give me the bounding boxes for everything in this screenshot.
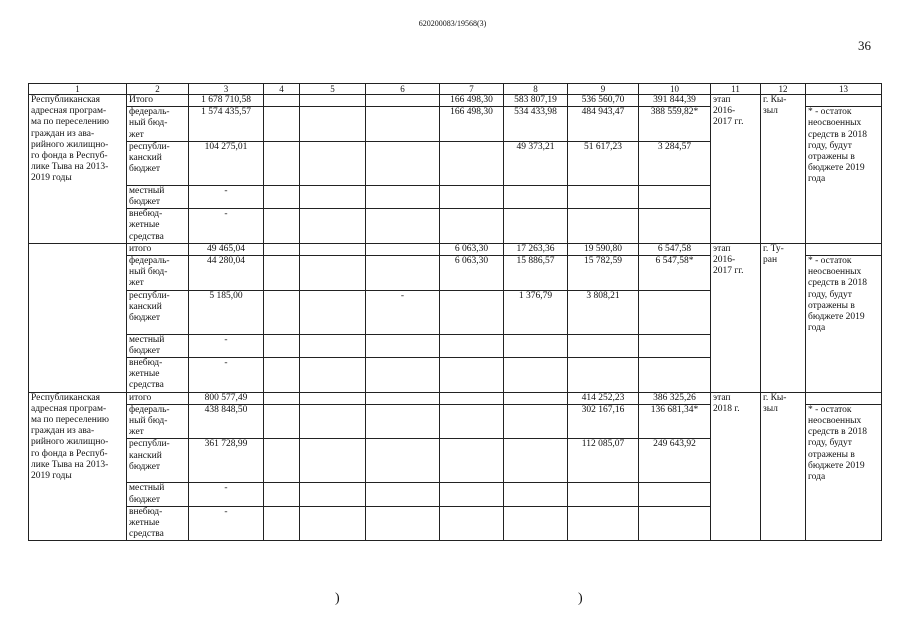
- table-body: [29, 84, 882, 541]
- amount-cell: [440, 483, 504, 506]
- amount-cell: [568, 506, 639, 541]
- funding-source: федераль- ный бюд- жет: [127, 256, 189, 291]
- amount-cell: [366, 95, 440, 107]
- program-name: Республиканская адресная програм- ма по переселению граждан из ава- рийного жилищно- го фонда в Респуб- лике Тыва на 2013- 2019 годы: [29, 392, 127, 541]
- footer-mark-left: ): [335, 591, 340, 606]
- funding-source: республи- канский бюджет: [127, 141, 189, 185]
- amount-cell: [366, 358, 440, 393]
- amount-cell: [264, 209, 300, 244]
- amount-cell: [264, 256, 300, 291]
- amount-cell: [440, 358, 504, 393]
- table-row: [29, 392, 882, 404]
- amount-cell: 15 886,57: [504, 256, 568, 291]
- amount-cell: [300, 439, 366, 483]
- funding-source: республи- канский бюджет: [127, 439, 189, 483]
- amount-cell: [639, 358, 711, 393]
- funding-source: местный бюджет: [127, 334, 189, 357]
- footnote-remark: * - остаток неосвоенных средств в 2018 году, будут отражены в бюджете 2019 года: [806, 256, 882, 393]
- amount-cell: [264, 243, 300, 255]
- amount-cell: 15 782,59: [568, 256, 639, 291]
- place-name: г. Ту- ран: [761, 243, 806, 392]
- amount-cell: 249 643,92: [639, 439, 711, 483]
- document-id: 620200083/19568(3): [418, 19, 487, 28]
- funding-source: внебюд- жетные средства: [127, 506, 189, 541]
- program-name: Республиканская адресная програм- ма по переселению граждан из ава- рийного жилищно- го фонда в Респуб- лике Тыва на 2013- 2019 годы: [29, 95, 127, 244]
- table-row: [29, 243, 882, 255]
- column-header-7: 7: [440, 84, 504, 95]
- amount-cell: [366, 506, 440, 541]
- amount-cell: [639, 483, 711, 506]
- amount-cell: -: [189, 209, 264, 244]
- amount-cell: [366, 392, 440, 404]
- column-header-8: 8: [504, 84, 568, 95]
- amount-cell: [264, 185, 300, 208]
- amount-cell: 6 547,58: [639, 243, 711, 255]
- amount-cell: [440, 334, 504, 357]
- place-name: г. Кы- зыл: [761, 392, 806, 541]
- amount-cell: 112 085,07: [568, 439, 639, 483]
- amount-cell: [264, 107, 300, 142]
- column-header-1: 1: [29, 84, 127, 95]
- stage-label: этап 2016- 2017 гг.: [711, 243, 761, 392]
- amount-cell: [264, 95, 300, 107]
- funding-source: итого: [127, 392, 189, 404]
- amount-cell: 534 433,98: [504, 107, 568, 142]
- amount-cell: 583 807,19: [504, 95, 568, 107]
- amount-cell: 388 559,82*: [639, 107, 711, 142]
- amount-cell: [300, 392, 366, 404]
- amount-cell: [366, 439, 440, 483]
- funding-source: внебюд- жетные средства: [127, 358, 189, 393]
- amount-cell: [639, 334, 711, 357]
- amount-cell: [366, 141, 440, 185]
- funding-source: федераль- ный бюд- жет: [127, 107, 189, 142]
- amount-cell: [568, 483, 639, 506]
- amount-cell: [568, 209, 639, 244]
- amount-cell: [300, 290, 366, 334]
- page-number: 36: [858, 38, 871, 53]
- amount-cell: 438 848,50: [189, 404, 264, 439]
- amount-cell: 6 063,30: [440, 243, 504, 255]
- amount-cell: -: [189, 334, 264, 357]
- amount-cell: [300, 404, 366, 439]
- amount-cell: [300, 243, 366, 255]
- amount-cell: [264, 506, 300, 541]
- amount-cell: [504, 483, 568, 506]
- table-row: [29, 95, 882, 107]
- amount-cell: [366, 107, 440, 142]
- funding-source: местный бюджет: [127, 185, 189, 208]
- amount-cell: [264, 483, 300, 506]
- amount-cell: 3 284,57: [639, 141, 711, 185]
- amount-cell: 6 063,30: [440, 256, 504, 291]
- amount-cell: [440, 141, 504, 185]
- funding-source: федераль- ный бюд- жет: [127, 404, 189, 439]
- amount-cell: [440, 404, 504, 439]
- amount-cell: [504, 185, 568, 208]
- amount-cell: [366, 185, 440, 208]
- funding-source: итого: [127, 243, 189, 255]
- amount-cell: [639, 185, 711, 208]
- amount-cell: 166 498,30: [440, 107, 504, 142]
- column-header-11: 11: [711, 84, 761, 95]
- amount-cell: 800 577,49: [189, 392, 264, 404]
- stage-label: этап 2016- 2017 гг.: [711, 95, 761, 244]
- amount-cell: [366, 256, 440, 291]
- amount-cell: 6 547,58*: [639, 256, 711, 291]
- amount-cell: [264, 290, 300, 334]
- column-header-3: 3: [189, 84, 264, 95]
- amount-cell: [504, 404, 568, 439]
- column-header-5: 5: [300, 84, 366, 95]
- amount-cell: 51 617,23: [568, 141, 639, 185]
- footnote-remark: * - остаток неосвоенных средств в 2018 году, будут отражены в бюджете 2019 года: [806, 107, 882, 244]
- amount-cell: 166 498,30: [440, 95, 504, 107]
- amount-cell: [504, 439, 568, 483]
- amount-cell: 19 590,80: [568, 243, 639, 255]
- amount-cell: 3 808,21: [568, 290, 639, 334]
- amount-cell: -: [189, 506, 264, 541]
- amount-cell: 386 325,26: [639, 392, 711, 404]
- amount-cell: [300, 256, 366, 291]
- amount-cell: 44 280,04: [189, 256, 264, 291]
- amount-cell: 49 465,04: [189, 243, 264, 255]
- amount-cell: [440, 392, 504, 404]
- amount-cell: -: [189, 358, 264, 393]
- amount-cell: [639, 290, 711, 334]
- amount-cell: 302 167,16: [568, 404, 639, 439]
- amount-cell: [300, 95, 366, 107]
- amount-cell: 1 574 435,57: [189, 107, 264, 142]
- amount-cell: 136 681,34*: [639, 404, 711, 439]
- amount-cell: [366, 483, 440, 506]
- amount-cell: [300, 483, 366, 506]
- note-empty: [806, 392, 882, 404]
- amount-cell: [504, 392, 568, 404]
- amount-cell: [568, 185, 639, 208]
- column-header-4: 4: [264, 84, 300, 95]
- column-header-2: 2: [127, 84, 189, 95]
- amount-cell: [300, 334, 366, 357]
- amount-cell: [440, 209, 504, 244]
- column-header-6: 6: [366, 84, 440, 95]
- amount-cell: [440, 439, 504, 483]
- amount-cell: 1 376,79: [504, 290, 568, 334]
- amount-cell: [440, 185, 504, 208]
- amount-cell: [264, 404, 300, 439]
- amount-cell: 361 728,99: [189, 439, 264, 483]
- amount-cell: [264, 392, 300, 404]
- amount-cell: [504, 209, 568, 244]
- amount-cell: -: [189, 483, 264, 506]
- amount-cell: 484 943,47: [568, 107, 639, 142]
- program-name: [29, 243, 127, 392]
- amount-cell: [639, 506, 711, 541]
- note-empty: [806, 243, 882, 255]
- amount-cell: [300, 209, 366, 244]
- amount-cell: [264, 334, 300, 357]
- column-header-9: 9: [568, 84, 639, 95]
- place-name: г. Кы- зыл: [761, 95, 806, 244]
- amount-cell: [568, 334, 639, 357]
- amount-cell: [300, 107, 366, 142]
- amount-cell: 536 560,70: [568, 95, 639, 107]
- amount-cell: [264, 141, 300, 185]
- footnote-remark: * - остаток неосвоенных средств в 2018 году, будут отражены в бюджете 2019 года: [806, 404, 882, 541]
- budget-table: [28, 83, 882, 541]
- amount-cell: 49 373,21: [504, 141, 568, 185]
- funding-source: республи- канский бюджет: [127, 290, 189, 334]
- amount-cell: [504, 358, 568, 393]
- amount-cell: [300, 185, 366, 208]
- amount-cell: [440, 506, 504, 541]
- column-header-13: 13: [806, 84, 882, 95]
- amount-cell: [504, 334, 568, 357]
- amount-cell: 1 678 710,58: [189, 95, 264, 107]
- amount-cell: [504, 506, 568, 541]
- amount-cell: [440, 290, 504, 334]
- amount-cell: 5 185,00: [189, 290, 264, 334]
- amount-cell: 17 263,36: [504, 243, 568, 255]
- header-row: [29, 84, 882, 95]
- amount-cell: -: [366, 290, 440, 334]
- stage-label: этап 2018 г.: [711, 392, 761, 541]
- amount-cell: [366, 334, 440, 357]
- funding-source: местный бюджет: [127, 483, 189, 506]
- amount-cell: 104 275,01: [189, 141, 264, 185]
- column-header-12: 12: [761, 84, 806, 95]
- amount-cell: [300, 358, 366, 393]
- amount-cell: [639, 209, 711, 244]
- amount-cell: [366, 404, 440, 439]
- amount-cell: [366, 243, 440, 255]
- column-header-10: 10: [639, 84, 711, 95]
- funding-source: Итого: [127, 95, 189, 107]
- amount-cell: -: [189, 185, 264, 208]
- amount-cell: [300, 506, 366, 541]
- funding-source: внебюд- жетные средства: [127, 209, 189, 244]
- footer-mark-right: ): [578, 591, 583, 606]
- amount-cell: [300, 141, 366, 185]
- note-empty: [806, 95, 882, 107]
- amount-cell: [264, 439, 300, 483]
- amount-cell: [264, 358, 300, 393]
- amount-cell: [366, 209, 440, 244]
- amount-cell: [568, 358, 639, 393]
- amount-cell: 414 252,23: [568, 392, 639, 404]
- amount-cell: 391 844,39: [639, 95, 711, 107]
